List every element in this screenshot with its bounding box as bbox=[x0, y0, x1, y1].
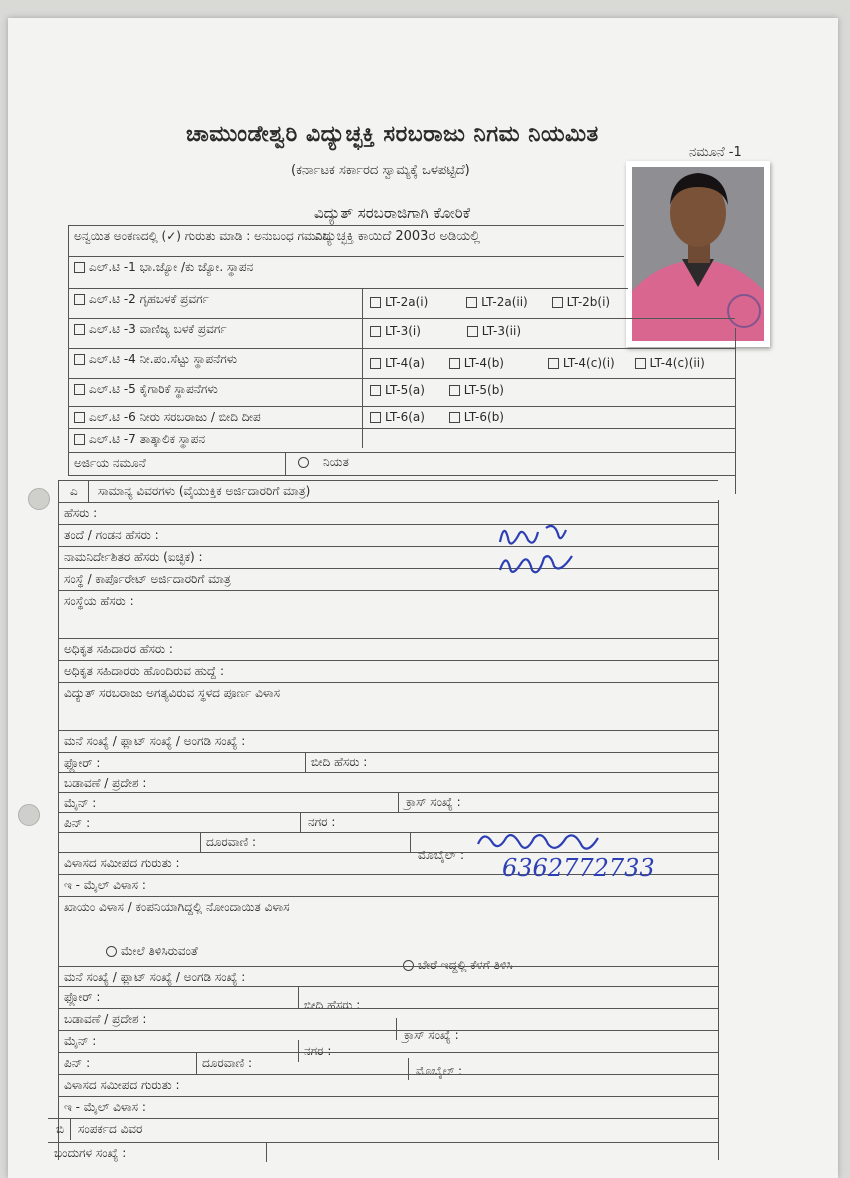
lt-option-row bbox=[370, 295, 610, 309]
checkbox[interactable] bbox=[466, 297, 477, 308]
form-row[interactable] bbox=[58, 638, 718, 661]
permanent-address-label: ಖಾಯಂ ವಿಳಾಸ / ಕಂಪನಿಯಾಗಿದ್ದಲ್ಲಿ ನೋಂದಾಯಿತ ವಿಳಾಸ bbox=[64, 900, 290, 914]
checkbox[interactable] bbox=[552, 297, 563, 308]
handwritten-name bbox=[494, 518, 584, 590]
page-subtitle: (ಕರ್ನಾಟಕ ಸರ್ಕಾರದ ಸ್ವಾಮ್ಯಕ್ಕೆ ಒಳಪಟ್ಟಿದೆ) bbox=[291, 163, 470, 178]
form-row bbox=[58, 896, 718, 941]
form-sheet bbox=[8, 18, 838, 1178]
category-label: ಎಲ್.ಟಿ -6 ನೀರು ಸರಬರಾಜು / ಬೀದಿ ದೀಪ bbox=[89, 410, 261, 424]
same-as-above-option[interactable]: ಮೇಲೆ ತಿಳಿಸಿರುವಂತೆ bbox=[106, 944, 198, 959]
application-type-label: ಅರ್ಜಿಯ ನಮೂನೆ bbox=[74, 456, 146, 470]
lt-option[interactable]: LT-2a(i) bbox=[370, 295, 428, 309]
main-label: ಮೈನ್ : bbox=[64, 796, 97, 810]
form-row[interactable] bbox=[58, 1074, 718, 1095]
checkbox[interactable] bbox=[548, 358, 559, 369]
form-row[interactable] bbox=[58, 502, 718, 525]
checkbox[interactable] bbox=[74, 434, 85, 445]
lt-option[interactable]: LT-4(b) bbox=[449, 356, 504, 370]
cell-divider bbox=[410, 832, 411, 852]
email-label: ಇ - ಮೈಲ್ ವಿಳಾಸ : bbox=[64, 1100, 146, 1114]
form-row[interactable] bbox=[58, 1008, 718, 1029]
lt-option[interactable]: LT-5(a) bbox=[370, 383, 425, 397]
category-row[interactable] bbox=[68, 428, 735, 453]
lt-option-row bbox=[370, 410, 504, 424]
application-type-row bbox=[68, 452, 735, 476]
email-label: ಇ - ಮೈಲ್ ವಿಳಾಸ : bbox=[64, 878, 146, 892]
cell-divider bbox=[298, 986, 299, 1008]
lt-option[interactable]: LT-4(c)(i) bbox=[548, 356, 615, 370]
punch-hole bbox=[28, 488, 50, 510]
phone-label: ದೂರವಾಣಿ : bbox=[202, 1056, 253, 1070]
lt-option[interactable]: LT-2b(i) bbox=[552, 295, 611, 309]
mobile-label: ಮೊಬೈಲ್ : bbox=[418, 848, 465, 862]
category-label: ಎಲ್.ಟಿ -5 ಕೈಗಾರಿಕೆ ಸ್ಥಾಪನೆಗಳು bbox=[89, 382, 218, 396]
radio-button[interactable] bbox=[106, 946, 117, 957]
punch-hole bbox=[18, 804, 40, 826]
category-row[interactable] bbox=[68, 256, 624, 285]
city-label: ನಗರ : bbox=[304, 1044, 332, 1058]
instruction-text: ಅನ್ವಯಿತ ಅಂಕಣದಲ್ಲಿ (✓) ಗುರುತು ಮಾಡಿ : ಅನುಬಂಧ ಗಮನಿಸಿ bbox=[74, 229, 329, 243]
form-row[interactable] bbox=[58, 966, 718, 987]
pole-count-label: ಬಂದುಗಳ ಸಂಖ್ಯೆ : bbox=[54, 1146, 127, 1160]
checkbox[interactable] bbox=[74, 412, 85, 423]
lt-option[interactable]: LT-3(ii) bbox=[467, 324, 521, 338]
table-border-right bbox=[735, 328, 736, 494]
section-b-header bbox=[48, 1118, 718, 1141]
category-label: ಎಲ್.ಟಿ -4 ನೀ.ಪಂ.ಸೆಟ್ಟು ಸ್ಥಾಪನೆಗಳು bbox=[89, 352, 238, 366]
form-row[interactable] bbox=[58, 1096, 718, 1117]
cell-divider bbox=[285, 452, 286, 475]
landmark-label: ವಿಳಾಸದ ಸಮೀಪದ ಗುರುತು : bbox=[64, 1078, 180, 1092]
cell-divider bbox=[88, 480, 89, 502]
checkbox[interactable] bbox=[467, 326, 478, 337]
form-row[interactable] bbox=[58, 1052, 718, 1073]
locality-label: ಬಡಾವಣೆ / ಪ್ರದೇಶ : bbox=[64, 1012, 147, 1026]
pin-label: ಪಿನ್ : bbox=[64, 1056, 91, 1070]
father-name-label: ತಂದೆ / ಗಂಡನ ಹೆಸರು : bbox=[64, 528, 159, 542]
lt-option[interactable]: LT-6(a) bbox=[370, 410, 425, 424]
lt-option-row bbox=[370, 356, 705, 370]
checkbox[interactable] bbox=[370, 326, 381, 337]
form-row[interactable] bbox=[58, 546, 718, 569]
house-number-label: ಮನೆ ಸಂಖ್ಯೆ / ಫ್ಲಾಟ್ ಸಂಖ್ಯೆ / ಅಂಗಡಿ ಸಂಖ್ಯೆ : bbox=[64, 734, 246, 748]
checkbox[interactable] bbox=[74, 262, 85, 273]
section-a-border-right bbox=[718, 500, 719, 1160]
form-number: ನಮೂನೆ -1 bbox=[689, 145, 742, 160]
checkbox[interactable] bbox=[370, 297, 381, 308]
svg-text:6362772733: 6362772733 bbox=[502, 854, 654, 882]
name-label: ಹೆಸರು : bbox=[64, 506, 98, 520]
lt-option-row bbox=[370, 383, 504, 397]
cross-number-label: ಕ್ರಾಸ್ ಸಂಖ್ಯೆ : bbox=[406, 795, 461, 809]
landmark-label: ವಿಳಾಸದ ಸಮೀಪದ ಗುರುತು : bbox=[64, 856, 180, 870]
lt-option[interactable]: LT-2a(ii) bbox=[466, 295, 528, 309]
section-a-title: ಸಾಮಾನ್ಯ ವಿವರಗಳು (ವೈಯುಕ್ತಿಕ ಅರ್ಜಿದಾರರಿಗೆ ಮಾತ್ರ) bbox=[98, 484, 311, 498]
checkbox[interactable] bbox=[370, 358, 381, 369]
handwritten-mobile bbox=[474, 824, 654, 890]
phone-label: ದೂರವಾಣಿ : bbox=[206, 835, 257, 849]
checkbox[interactable] bbox=[74, 294, 85, 305]
house-number-label: ಮನೆ ಸಂಖ್ಯೆ / ಫ್ಲಾಟ್ ಸಂಖ್ಯೆ / ಅಂಗಡಿ ಸಂಖ್ಯೆ : bbox=[64, 970, 246, 984]
form-row[interactable] bbox=[58, 772, 718, 793]
form-row[interactable] bbox=[58, 986, 718, 1007]
nominee-name-label: ನಾಮನಿರ್ದೇಶಿತರ ಹೆಸರು (ಐಚ್ಛಿಕ) : bbox=[64, 550, 203, 564]
section-b-marker: ಬಿ bbox=[56, 1122, 65, 1136]
application-type-option[interactable]: ನಿಯತ bbox=[298, 455, 349, 470]
checkbox[interactable] bbox=[449, 385, 460, 396]
city-label: ನಗರ : bbox=[308, 815, 336, 829]
section-b-title: ಸಂಪರ್ಕದ ವಿವರ bbox=[78, 1122, 143, 1136]
form-row[interactable] bbox=[58, 1030, 718, 1051]
form-heading: ವಿದ್ಯುತ್ ಸರಬರಾಜಿಗಾಗಿ ಕೋರಿಕೆ bbox=[314, 204, 471, 222]
form-row[interactable] bbox=[58, 730, 718, 753]
category-label: ಎಲ್.ಟಿ -1 ಭಾ.ಜ್ಯೋ /ಕು ಜ್ಯೋ. ಸ್ಥಾಪನ bbox=[89, 260, 254, 274]
lt-option[interactable]: LT-3(i) bbox=[370, 324, 421, 338]
section-a-header bbox=[58, 480, 718, 503]
category-label: ಎಲ್.ಟಿ -2 ಗೃಹಬಳಕೆ ಪ್ರವರ್ಗ bbox=[89, 292, 209, 306]
mobile-label: ಮೊಬೈಲ್ : bbox=[416, 1064, 463, 1078]
checkbox[interactable] bbox=[74, 324, 85, 335]
cell-divider bbox=[196, 1052, 197, 1074]
corporate-label: ಸಂಸ್ಥೆ / ಕಾರ್ಪೊರೇಟ್ ಅರ್ಜಿದಾರರಿಗೆ ಮಾತ್ರ bbox=[64, 572, 231, 586]
form-row bbox=[58, 682, 718, 727]
pin-label: ಪಿನ್ : bbox=[64, 816, 91, 830]
org-name-label: ಸಂಸ್ಥೆಯ ಹೆಸರು : bbox=[64, 594, 134, 608]
checkbox[interactable] bbox=[370, 385, 381, 396]
form-subheading: ವಿದ್ಯುಚ್ಛಕ್ತಿ ಕಾಯಿದೆ 2003ರ ಅಡಿಯಲ್ಲಿ bbox=[314, 229, 480, 244]
form-row bbox=[58, 568, 718, 591]
checkbox[interactable] bbox=[449, 358, 460, 369]
cell-divider bbox=[266, 1142, 267, 1162]
signatory-name-label: ಅಧಿಕೃತ ಸಹಿದಾರರ ಹೆಸರು : bbox=[64, 642, 173, 656]
radio-button[interactable] bbox=[298, 457, 309, 468]
checkbox[interactable] bbox=[74, 384, 85, 395]
if-different-option[interactable]: ಬೇರೆ ಇದ್ದಲ್ಲಿ ಕೆಳಗೆ ತಿಳಿಸಿ bbox=[403, 958, 513, 973]
form-row[interactable] bbox=[58, 590, 718, 635]
checkbox[interactable] bbox=[370, 412, 381, 423]
lt-option[interactable]: LT-6(b) bbox=[449, 410, 504, 424]
form-row[interactable] bbox=[58, 660, 718, 683]
lt-option[interactable]: LT-4(c)(ii) bbox=[635, 356, 705, 370]
checkbox[interactable] bbox=[635, 358, 646, 369]
lt-option[interactable]: LT-4(a) bbox=[370, 356, 425, 370]
form-row[interactable] bbox=[48, 1142, 718, 1163]
checkbox[interactable] bbox=[449, 412, 460, 423]
lt-option[interactable]: LT-5(b) bbox=[449, 383, 504, 397]
section-a-marker: ಎ bbox=[70, 484, 78, 498]
form-row[interactable] bbox=[58, 792, 718, 813]
page-title: ಚಾಮುಂಡೇಶ್ವರಿ ವಿದ್ಯುಚ್ಛಕ್ತಿ ಸರಬರಾಜು ನಿಗಮ ನಿಯಮಿತ bbox=[186, 122, 599, 147]
street-name-label: ಬೀದಿ ಹೆಸರು : bbox=[304, 998, 361, 1012]
main-label: ಮೈನ್ : bbox=[64, 1034, 97, 1048]
cell-divider bbox=[200, 832, 201, 852]
street-name-label: ಬೀದಿ ಹೆಸರು : bbox=[311, 755, 368, 769]
checkbox[interactable] bbox=[74, 354, 85, 365]
supply-address-label: ವಿದ್ಯುತ್ ಸರಬರಾಜು ಅಗತ್ಯವಿರುವ ಸ್ಥಳದ ಪೂರ್ಣ ವಿಳಾಸ bbox=[64, 686, 280, 700]
floor-label: ಫ್ಲೋರ್ : bbox=[64, 990, 101, 1004]
cross-number-label: ಕ್ರಾಸ್ ಸಂಖ್ಯೆ : bbox=[404, 1028, 459, 1042]
instruction-row bbox=[68, 225, 624, 254]
cell-divider bbox=[70, 1118, 71, 1140]
signatory-position-label: ಅಧಿಕೃತ ಸಹಿದಾರರು ಹೊಂದಿರುವ ಹುದ್ದೆ : bbox=[64, 664, 225, 678]
form-row[interactable] bbox=[58, 524, 718, 547]
cell-divider bbox=[305, 752, 306, 772]
category-label: ಎಲ್.ಟಿ -3 ವಾಣಿಜ್ಯ ಬಳಕೆ ಪ್ರವರ್ಗ bbox=[89, 322, 227, 336]
form-row[interactable] bbox=[58, 752, 718, 773]
locality-label: ಬಡಾವಣೆ / ಪ್ರದೇಶ : bbox=[64, 776, 147, 790]
lt-option-row bbox=[370, 324, 521, 338]
floor-label: ಫ್ಲೋರ್ : bbox=[64, 756, 101, 770]
category-label: ಎಲ್.ಟಿ -7 ತಾತ್ಕಾಲಿಕ ಸ್ಥಾಪನ bbox=[89, 432, 205, 446]
